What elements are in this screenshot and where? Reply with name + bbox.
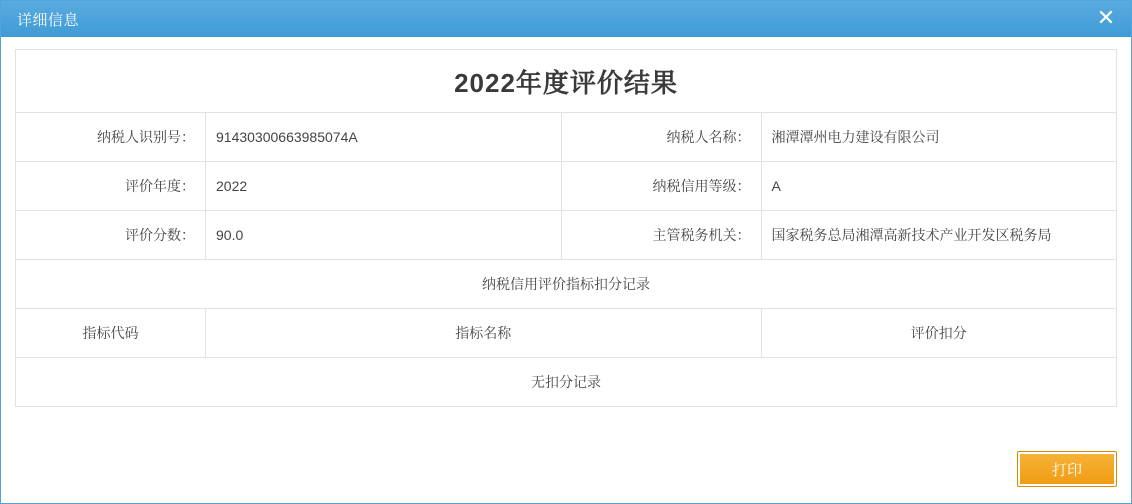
empty-state-text: 无扣分记录: [16, 358, 1117, 407]
evaluation-year-label: 评价年度：: [16, 162, 206, 211]
close-icon[interactable]: ✕: [1096, 6, 1116, 31]
empty-state-row: [16, 358, 1117, 407]
column-header-indicator-name: 指标名称: [206, 309, 762, 358]
taxpayer-name-label: 纳税人名称：: [561, 113, 761, 162]
evaluation-year-value: 2022: [206, 162, 562, 211]
print-button[interactable]: 打印: [1017, 451, 1117, 487]
taxpayer-name-value: 湘潭潭州电力建设有限公司: [761, 113, 1117, 162]
page-title: 2022年度评价结果: [15, 49, 1117, 112]
detail-table: [15, 112, 1117, 407]
evaluation-score-value: 90.0: [206, 211, 562, 260]
deduction-section-title: 纳税信用评价指标扣分记录: [16, 260, 1117, 309]
section-header-row: [16, 260, 1117, 309]
dialog-footer: [15, 407, 1117, 493]
dialog-titlebar: [1, 1, 1131, 37]
tax-authority-value: 国家税务总局湘潭高新技术产业开发区税务局: [761, 211, 1117, 260]
dialog-title: 详细信息: [17, 11, 80, 29]
taxpayer-id-label: 纳税人识别号：: [16, 113, 206, 162]
credit-level-label: 纳税信用等级：: [561, 162, 761, 211]
column-header-row: [16, 309, 1117, 358]
dialog-body: [1, 37, 1131, 503]
taxpayer-id-value: 91430300663985074A: [206, 113, 562, 162]
column-header-deduction-score: 评价扣分: [761, 309, 1117, 358]
table-row: [16, 211, 1117, 260]
column-header-indicator-code: 指标代码: [16, 309, 206, 358]
evaluation-score-label: 评价分数：: [16, 211, 206, 260]
table-row: [16, 113, 1117, 162]
tax-authority-label: 主管税务机关：: [561, 211, 761, 260]
table-row: [16, 162, 1117, 211]
credit-level-value: A: [761, 162, 1117, 211]
